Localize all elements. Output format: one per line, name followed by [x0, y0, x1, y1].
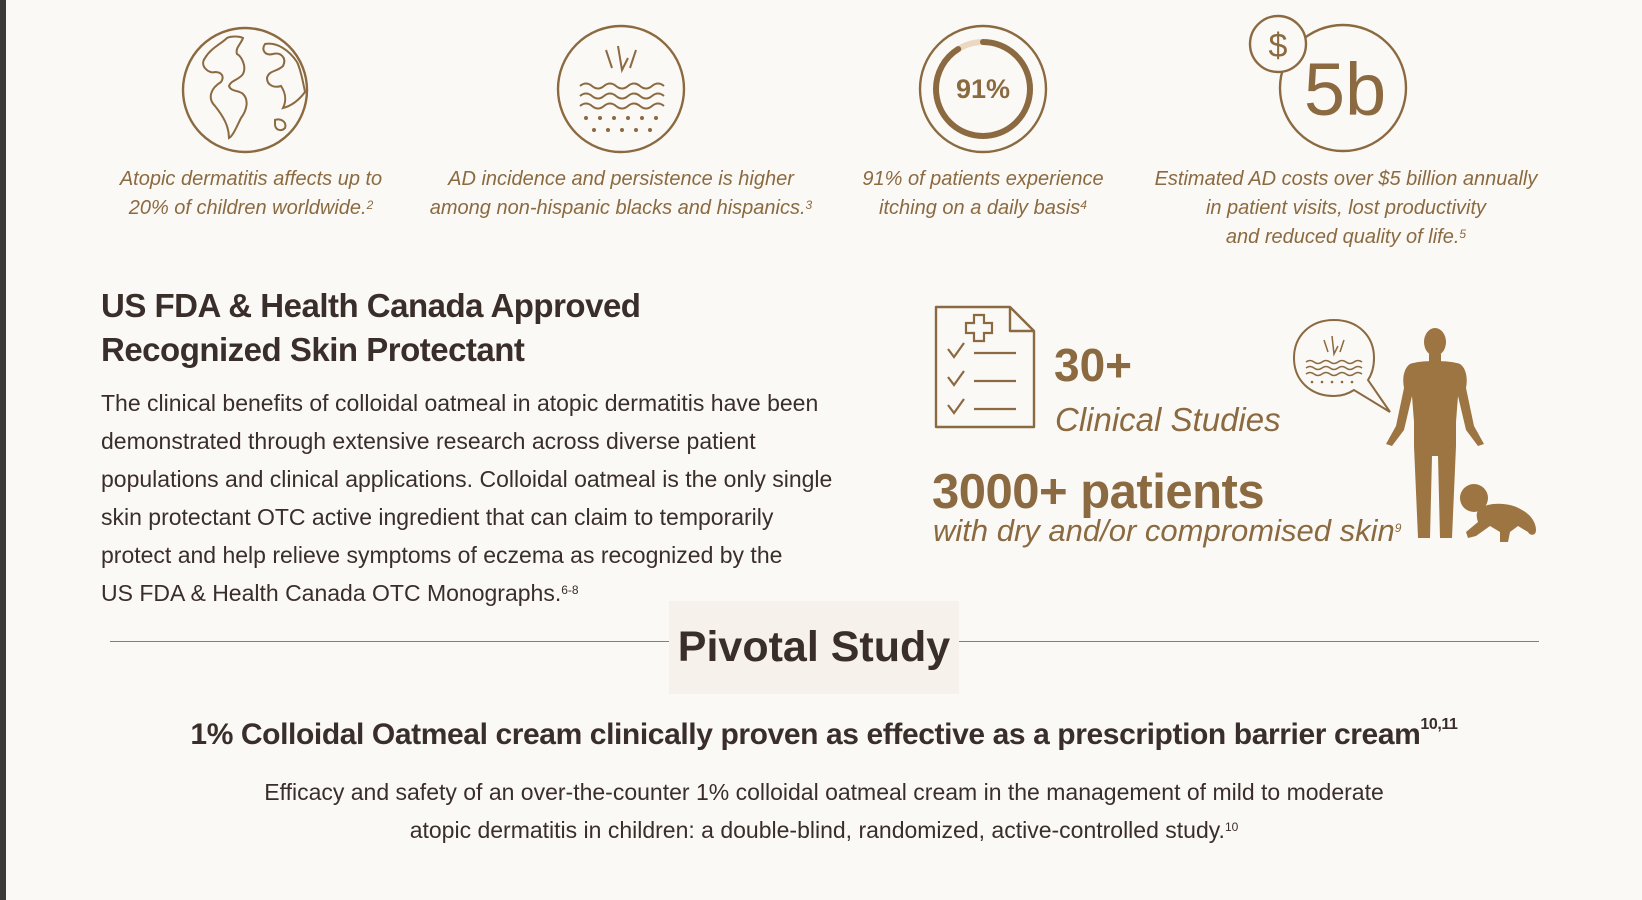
studies-count: 30+: [1054, 339, 1133, 391]
studies-label: Clinical Studies: [1055, 401, 1281, 438]
reference-mark: 6-8: [561, 583, 579, 597]
reference-mark: 10,11: [1420, 716, 1458, 733]
irritated-skin-icon: [556, 24, 686, 154]
study-subtitle: Efficacy and safety of an over-the-counter 1% colloidal oatmeal cream in the management of mild to moderate atopic dermatitis in children: a double-blind, randomized, active-controlled study.$^{10}$: [264, 779, 1384, 843]
baby-figure-icon: [1458, 480, 1540, 544]
percent-ring-icon: [918, 24, 1048, 154]
cost-icon: [1246, 14, 1416, 156]
ring-label: 91%: [955, 74, 1011, 104]
reference-mark: 9: [1394, 521, 1402, 535]
patients-count: 3000+ patients: [932, 465, 1265, 519]
divider-right: [959, 641, 1539, 642]
cost-value: 5b: [1303, 48, 1387, 131]
dollar-symbol: $: [1268, 27, 1288, 65]
clipboard-checklist-icon: [932, 303, 1038, 431]
reference-mark: 2: [366, 198, 374, 212]
approval-title: US FDA & Health Canada Approved Recognized Skin Protectant: [101, 287, 641, 368]
globe-icon: [181, 26, 309, 154]
reference-mark: 10: [1224, 820, 1239, 834]
study-headline: 1% Colloidal Oatmeal cream clinically proven as effective as a prescription barrier cream$^{10,11}$: [190, 716, 1458, 751]
stat-caption: Estimated AD costs over $5 billion annually in patient visits, lost productivity and reduced quality of life.$^5$: [1154, 168, 1538, 248]
reference-mark: 3: [805, 198, 813, 212]
stat-caption: 91% of patients experience itching on a daily basis$^4$: [862, 168, 1104, 219]
page: [6, 0, 1642, 900]
approval-body: The clinical benefits of colloidal oatmeal in atopic dermatitis have been demonstrated through extensive research across diverse patient populations and clinical applications. Colloidal oatmeal is the only single skin protectant OTC active ingredient that can claim to temporarily protect and help relieve symptoms of eczema as recognized by the US FDA & Health Canada OTC Monographs.$^{6-8}$: [101, 390, 833, 606]
stat-caption: Atopic dermatitis affects up to 20% of children worldwide.$^2$: [119, 168, 383, 219]
patients-label: with dry and/or compromised skin$^9$: [933, 513, 1402, 548]
divider-left: [110, 641, 669, 642]
section-title: Pivotal Study: [677, 623, 951, 671]
stat-caption: AD incidence and persistence is higher among non-hispanic blacks and hispanics.$^3$: [429, 168, 813, 219]
reference-mark: 4: [1080, 198, 1087, 212]
reference-mark: 5: [1459, 227, 1467, 241]
